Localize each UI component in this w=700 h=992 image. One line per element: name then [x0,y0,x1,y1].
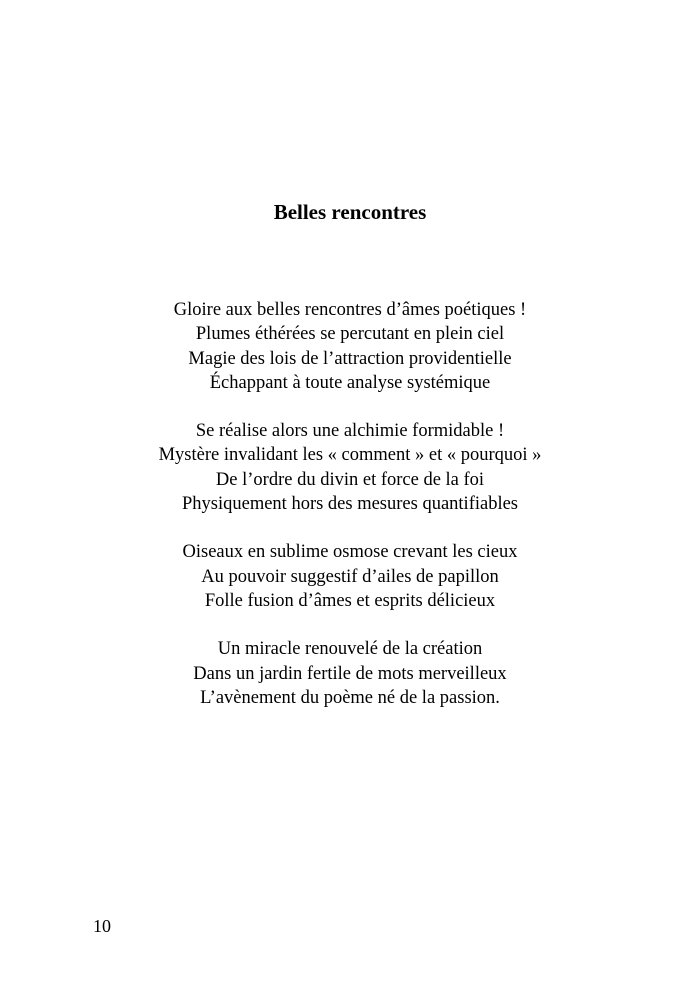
stanza-1 [0,298,700,395]
poem-title: Belles rencontres [273,200,427,224]
poem-line: Oiseaux en sublime osmose crevant les cieux [182,542,518,563]
stanza-3 [0,540,700,613]
poem-line: Au pouvoir suggestif d’ailes de papillon [201,566,499,587]
poem-line: Se réalise alors une alchimie formidable ! [195,421,505,442]
poem-line: Échappant à toute analyse systémique [209,372,491,393]
poem-line: Mystère invalidant les « comment » et « pourquoi » [158,445,542,466]
poem-line: Gloire aux belles rencontres d’âmes poétiques ! [173,300,527,320]
page-number: 10 [93,916,111,936]
poem-line: Plumes éthérées se percutant en plein ciel [195,324,505,345]
poem-line: Physiquement hors des mesures quantifiables [181,494,519,515]
poem-line: Un miracle renouvelé de la création [217,639,483,660]
stanza-2 [0,419,700,516]
poem-line: Dans un jardin fertile de mots merveilleux [193,663,507,684]
poem-line: Folle fusion d’âmes et esprits délicieux [204,590,496,611]
poem-line: Magie des lois de l’attraction providentielle [188,348,512,369]
poem-line: De l’ordre du divin et force de la foi [215,469,485,490]
poem-body [0,298,700,734]
stanza-4 [0,637,700,710]
poem-line: L’avènement du poème né de la passion. [200,687,500,708]
